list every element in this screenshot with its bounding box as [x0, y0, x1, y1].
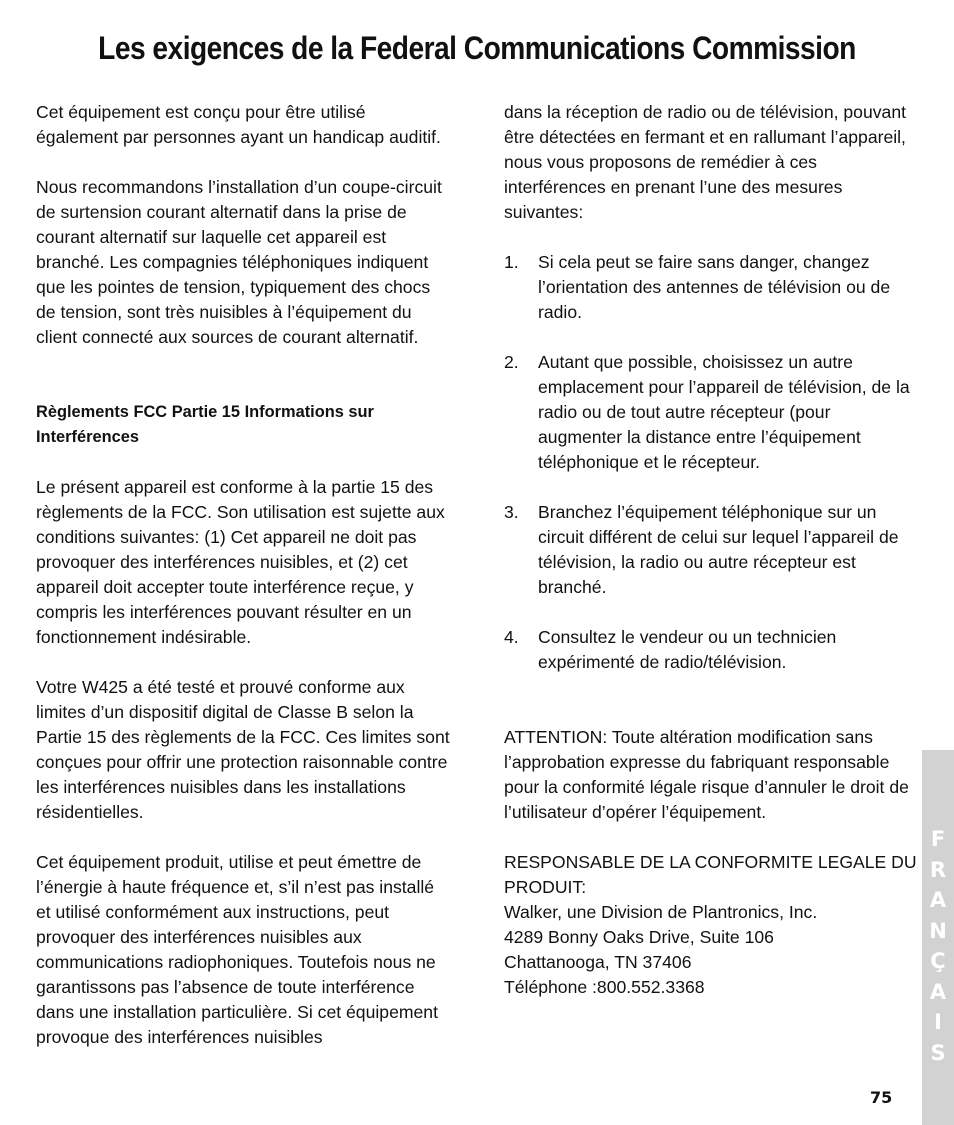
- remedy-list: [504, 250, 918, 675]
- side-tab-letter: A: [929, 888, 947, 912]
- side-tab-letter: F: [930, 827, 946, 851]
- language-side-tab: [922, 750, 954, 1125]
- side-tab-letter: R: [929, 857, 947, 882]
- responsible-heading: RESPONSABLE DE LA CONFORMITE LEGALE DU PRODUIT:: [504, 852, 917, 897]
- paragraph-surge-protector: Nous recommandons l’installation d’un coupe-circuit de surtension courant alternatif dans la prise de courant alternatif sur laquelle cet appareil est branché. Les compagnies téléphoniques indiquent que les pointes de tension, typiquement des chocs de tension, sont très nuisibles à l’équipement du client connecté aux sources de courant alternatif.: [36, 177, 442, 347]
- list-item-number: 4.: [504, 627, 519, 647]
- side-tab-letter: I: [934, 1010, 942, 1034]
- page-number: 75: [870, 1088, 893, 1107]
- paragraph-fcc-conformity: Le présent appareil est conforme à la partie 15 des règlements de la FCC. Son utilisation est sujette aux conditions suivantes: (1) Cet appareil ne doit pas provoquer des interférences nuisibles, et (2) cet appareil doit accepter toute interférence reçue, y compris les interférences pouvant résulter en un fonctionnement indésirable.: [36, 477, 445, 647]
- spacer: [36, 375, 450, 400]
- right-column: [504, 100, 918, 1000]
- side-tab-letter: Ç: [930, 949, 946, 973]
- address-line-2: Chattanooga, TN 37406: [504, 952, 692, 972]
- side-tab-letter: A: [929, 979, 947, 1004]
- list-item-number: 3.: [504, 502, 519, 522]
- paragraph-attention: ATTENTION: Toute altération modification sans l’approbation expresse du fabriquant responsable pour la conformité légale risque d’annuler le droit de l’utilisateur d’opérer l’équipement.: [504, 727, 909, 822]
- responsible-party-block: [504, 850, 918, 1000]
- paragraph-interference-continued: dans la réception de radio ou de télévision, pouvant être détectées en fermant et en rallumant l’appareil, nous vous proposons de remédier à ces interférences en prenant l’une des mesures suivantes:: [504, 102, 907, 222]
- phone-number: Téléphone :800.552.3368: [504, 977, 705, 997]
- paragraph-class-b: Votre W425 a été testé et prouvé conforme aux limites d’un dispositif digital de Classe B selon la Partie 15 des règlements de la FCC. Ces limites sont conçues pour offrir une protection raisonnable contre les interférences nuisibles dans les installations résidentielles.: [36, 677, 450, 822]
- spacer: [504, 700, 918, 725]
- list-item-number: 2.: [504, 352, 519, 372]
- list-item: [504, 625, 918, 675]
- address-line-1: 4289 Bonny Oaks Drive, Suite 106: [504, 927, 774, 947]
- list-item-text: Branchez l’équipement téléphonique sur un circuit différent de celui sur lequel l’appareil de télévision, la radio ou autre récepteur est branché.: [538, 502, 899, 597]
- paragraph-rf-energy: Cet équipement produit, utilise et peut émettre de l’énergie à haute fréquence et, s’il n’est pas installé et utilisé conformément aux instructions, peut provoquer des interférences nuisibles aux communications radiophoniques. Toutefois nous ne garantissons pas l’absence de toute interférence dans une installation particulière. Si cet équipement provoque des interférences nuisibles: [36, 852, 438, 1047]
- side-tab-label: [922, 824, 954, 1068]
- list-item-number: 1.: [504, 252, 519, 272]
- list-item: [504, 350, 918, 475]
- side-tab-letter: N: [929, 918, 947, 943]
- page-title: Les exigences de la Federal Communications Commission: [98, 30, 856, 66]
- paragraph-hearing-aid: Cet équipement est conçu pour être utilisé également par personnes ayant un handicap auditif.: [36, 102, 441, 147]
- list-item: [504, 250, 918, 325]
- list-item-text: Autant que possible, choisissez un autre emplacement pour l’appareil de télévision, de la radio ou de tout autre récepteur (pour augmenter la distance entre l’équipement téléphonique et le récepteur.: [538, 352, 910, 472]
- list-item-text: Consultez le vendeur ou un technicien expérimenté de radio/télévision.: [538, 627, 837, 672]
- left-column: [36, 100, 450, 1050]
- list-item-text: Si cela peut se faire sans danger, changez l’orientation des antennes de télévision ou de radio.: [538, 252, 891, 322]
- section-heading-fcc-part15: Règlements FCC Partie 15 Informations sur Interférences: [36, 403, 374, 446]
- side-tab-letter: S: [930, 1040, 946, 1065]
- list-item: [504, 500, 918, 600]
- company-name: Walker, une Division de Plantronics, Inc.: [504, 902, 818, 922]
